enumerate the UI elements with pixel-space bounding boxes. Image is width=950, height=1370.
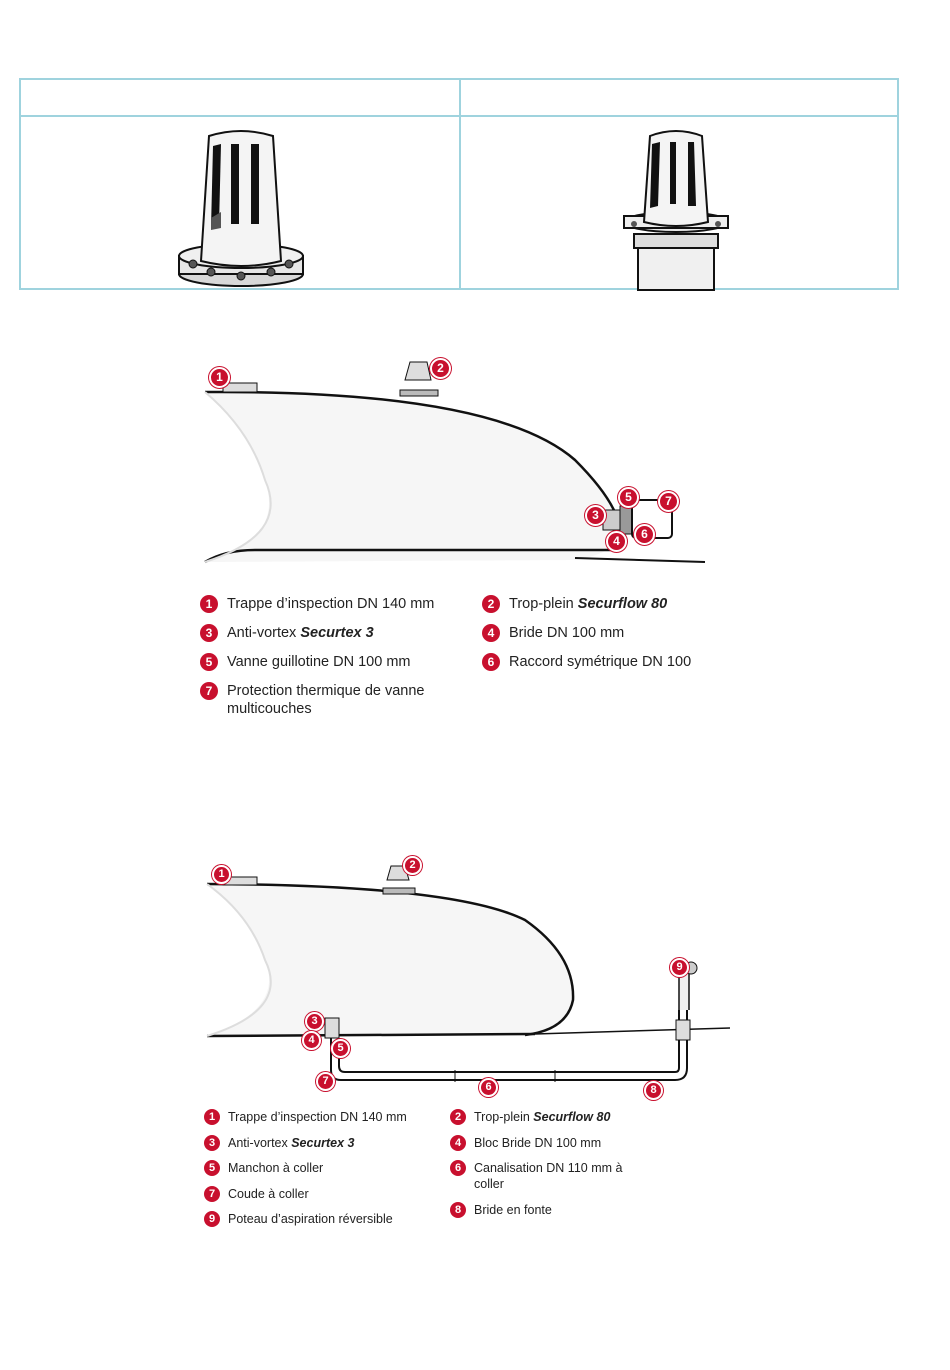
- legend-item: 6 Canalisation DN 110 mm à coller: [450, 1160, 630, 1192]
- legend-item: 5 Manchon à coller: [204, 1160, 323, 1176]
- callout-7: 7: [658, 491, 679, 512]
- legend-item: 7 Protection thermique de vanne multicouches: [200, 682, 440, 718]
- callout-3: 3: [585, 505, 606, 526]
- legend-item: 4 Bloc Bride DN 100 mm: [450, 1135, 601, 1151]
- callout-6: 6: [479, 1078, 498, 1097]
- legend-diagram-1: [200, 595, 720, 725]
- legend-diagram-2: [204, 1109, 664, 1234]
- callout-6: 6: [634, 524, 655, 545]
- legend-item: 4 Bride DN 100 mm: [482, 624, 624, 642]
- legend-item: 5 Vanne guillotine DN 100 mm: [200, 653, 411, 671]
- table-divider: [459, 80, 461, 288]
- legend-item: 1 Trappe d’inspection DN 140 mm: [204, 1109, 407, 1125]
- tank-diagram-2: [195, 860, 735, 1100]
- callout-1: 1: [212, 865, 231, 884]
- callout-7: 7: [316, 1072, 335, 1091]
- anti-vortex-sleeve-image: [616, 126, 736, 292]
- callout-3: 3: [305, 1012, 324, 1031]
- legend-item: 9 Poteau d’aspiration réversible: [204, 1211, 393, 1227]
- legend-item: 3 Anti-vortex Securtex 3: [200, 624, 374, 642]
- product-table: [19, 78, 899, 290]
- legend-item: 7 Coude à coller: [204, 1186, 309, 1202]
- callout-2: 2: [403, 856, 422, 875]
- legend-item: 3 Anti-vortex Securtex 3: [204, 1135, 354, 1151]
- callout-8: 8: [644, 1081, 663, 1100]
- legend-item: 2 Trop-plein Securflow 80: [482, 595, 667, 613]
- callout-4: 4: [302, 1031, 321, 1050]
- legend-item: 1 Trappe d’inspection DN 140 mm: [200, 595, 434, 613]
- legend-item: 8 Bride en fonte: [450, 1202, 552, 1218]
- callout-5: 5: [331, 1039, 350, 1058]
- anti-vortex-flange-image: [171, 126, 311, 292]
- legend-item: 6 Raccord symétrique DN 100: [482, 653, 691, 671]
- callout-1: 1: [209, 367, 230, 388]
- callout-2: 2: [430, 358, 451, 379]
- callout-4: 4: [606, 531, 627, 552]
- callout-5: 5: [618, 487, 639, 508]
- callout-9: 9: [670, 958, 689, 977]
- legend-item: 2 Trop-plein Securflow 80: [450, 1109, 610, 1125]
